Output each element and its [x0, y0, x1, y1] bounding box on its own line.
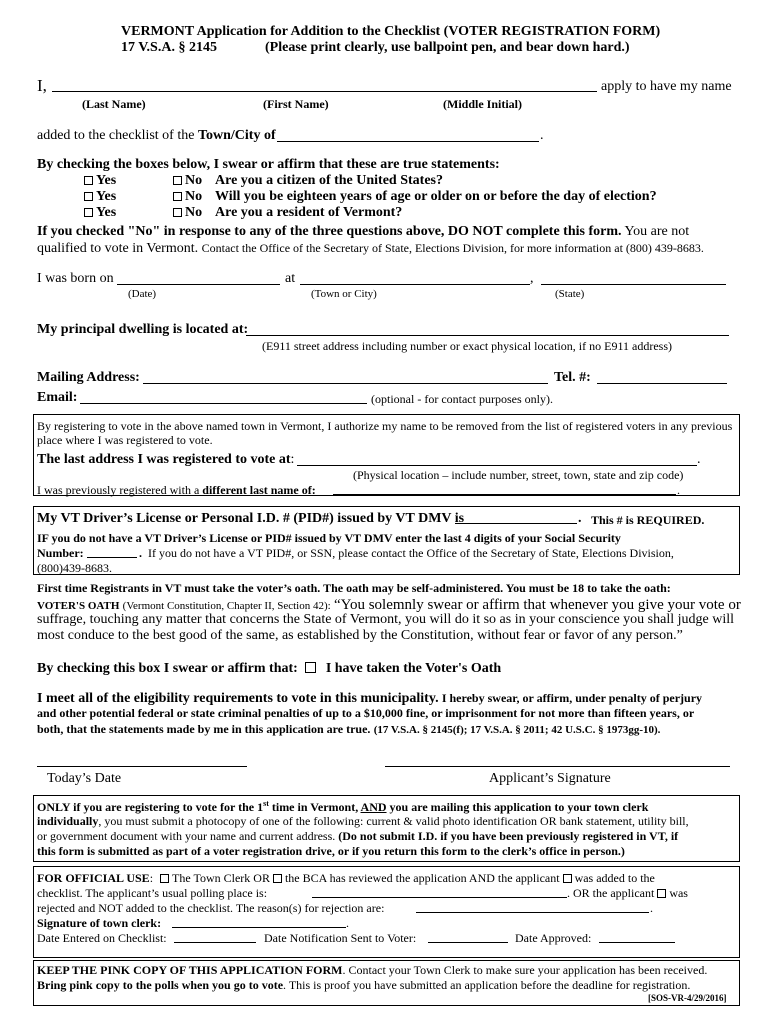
date-notification-field[interactable] [428, 942, 508, 943]
warning-line-2b: Contact the Office of the Secretary of State, Elections Division, for more information at (800) 439-8683. [201, 241, 704, 255]
checkbox-icon [173, 176, 182, 185]
mailing-label: Mailing Address: [37, 370, 140, 385]
eligibility-intro: By checking the boxes below, I swear or affirm that these are true statements: [37, 157, 500, 172]
born-on-label: I was born on [37, 271, 114, 286]
affirmation-line-3-text: both, that the statements made by me in this application are true. [37, 722, 371, 736]
notice-and: AND [360, 800, 387, 814]
was-text: was [669, 886, 688, 900]
warning-line-2a: qualified to vote in Vermont. [37, 241, 199, 256]
physical-location-note: (Physical location – include number, street, town, state and zip code) [353, 468, 684, 482]
bca-checkbox[interactable] [273, 874, 282, 883]
authorize-text: By registering to vote in the above named town in Vermont, I authorize my name to be removed from the list of registered voters in any previous place where I was registered to vote. [37, 419, 733, 448]
ssn-line-1: IF you do not have a VT Driver’s License or PID# issued by VT DMV enter the last 4 digits of your Social Security [37, 531, 621, 545]
dwelling-sublabel: (E911 street address including number or exact physical location, if no E911 address) [262, 339, 672, 353]
bring-bold: Bring pink copy to the polls when you go to vote [37, 978, 284, 992]
previous-name-period: . [677, 483, 680, 497]
ssn-field[interactable] [87, 557, 137, 558]
affirmation-line-3 [37, 721, 660, 737]
checkbox-icon [173, 192, 182, 201]
email-label: Email: [37, 390, 78, 405]
warning-line-2 [37, 241, 704, 258]
last-address-text [37, 452, 294, 469]
yes-label: Yes [96, 189, 117, 204]
date-notification-label: Date Notification Sent to Voter: [264, 931, 417, 945]
question-resident: Are you a resident of Vermont? [215, 205, 403, 220]
form-title: VERMONT Application for Addition to the Checklist (VOTER REGISTRATION FORM) [121, 24, 661, 39]
birth-comma: , [530, 271, 534, 286]
affirmation-cite: (17 V.S.A. § 2145(f); 17 V.S.A. § 2011; 42 U.S.C. § 1973gg-10). [373, 724, 661, 736]
notice-line-3b: (Do not submit I.D. if you have been previously registered in VT, if [338, 829, 679, 843]
last-address-field[interactable] [297, 465, 697, 466]
no-resident[interactable] [173, 205, 202, 222]
first-time-note: First time Registrants in VT must take the voter’s oath. The oath may be self-administered. You must be 18 to take the oath: [37, 581, 671, 595]
applicant-signature-field[interactable] [385, 766, 730, 767]
town-clerk-checkbox[interactable] [160, 874, 169, 883]
email-note: (optional - for contact purposes only). [371, 392, 553, 406]
official-label: FOR OFFICIAL USE [37, 871, 150, 885]
tel-field[interactable] [597, 383, 727, 384]
added-checkbox[interactable] [563, 874, 572, 883]
license-number-field[interactable] [455, 523, 577, 524]
oath-text-3: most conduce to the best good of the same, as established by the Constitution, without fear or favor of any person.” [37, 628, 683, 643]
oath-cite: (Vermont Constitution, Chapter II, Section 42): [122, 600, 331, 612]
oath-text-1: “You solemnly swear or affirm that whenever you give your vote or [333, 597, 741, 613]
mailing-notice-line-3 [37, 829, 678, 843]
no-citizen[interactable] [173, 173, 202, 190]
notice-individually: individually [37, 814, 99, 828]
no-label: No [185, 173, 203, 188]
no-label: No [185, 205, 203, 220]
yes-citizen[interactable] [84, 173, 116, 190]
town-label: Town/City of [197, 128, 276, 143]
yes-age[interactable] [84, 189, 116, 206]
town-prefix: added to the checklist of the [37, 128, 195, 143]
rejection-period: . [650, 901, 653, 915]
oath-checkbox[interactable] [305, 662, 316, 673]
license-period: . [578, 511, 582, 526]
i-prefix: I, [37, 76, 47, 95]
todays-date-label: Today’s Date [47, 771, 122, 786]
question-age: Will you be eighteen years of age or older on or before the day of election? [215, 189, 657, 204]
date-signature-field[interactable] [37, 766, 247, 767]
bring-rest: . This is proof you have submitted an application before the deadline for registration. [283, 978, 691, 992]
date-approved-field[interactable] [599, 942, 675, 943]
bca-text: the BCA has reviewed the application AND the applicant [284, 871, 560, 885]
mailing-notice-line-2 [37, 814, 689, 828]
ssn-number-label: Number: [37, 546, 84, 560]
form-id: [SOS-VR-4/29/2016] [648, 993, 727, 1003]
affirmation-lead: I meet all of the eligibility requirements to vote in this municipality. [37, 691, 439, 706]
date-label: (Date) [128, 288, 157, 300]
warning-bold: If you checked "No" in response to any of the three questions above, DO NOT complete this form. [37, 224, 622, 239]
no-label: No [185, 189, 203, 204]
official-line-2: checklist. The applicant’s usual polling place is: [37, 886, 268, 900]
checkbox-icon [173, 208, 182, 217]
or-applicant-text: . OR the applicant [567, 886, 655, 900]
mailing-notice-line-4: this form is submitted as part of a voter registration drive, or if you return this form to the clerk’s office in person.) [37, 844, 625, 858]
rejected-checkbox[interactable] [657, 889, 666, 898]
yes-resident[interactable] [84, 205, 116, 222]
license-required: This # is REQUIRED. [591, 513, 705, 527]
question-citizen: Are you a citizen of the United States? [215, 173, 443, 188]
state-label: (State) [555, 288, 585, 300]
notice-line-2-rest: , you must submit a photocopy of one of the following: current & valid photo identification OR bank statement, utility bill, [98, 814, 689, 828]
at-label: at [285, 271, 296, 286]
rejection-reason-field[interactable] [416, 912, 649, 913]
clerk-signature-label: Signature of town clerk: [37, 916, 162, 930]
applicant-signature-label: Applicant’s Signature [489, 771, 611, 786]
birth-town-label: (Town or City) [311, 288, 377, 300]
official-line-2b [567, 886, 688, 900]
notice-line-3a: or government document with your name and current address. [37, 829, 336, 843]
oath-checkbox-row [37, 661, 501, 678]
oath-checkbox-prefix: By checking this box I swear or affirm that: [37, 661, 298, 676]
no-age[interactable] [173, 189, 202, 206]
polling-place-field[interactable] [312, 897, 567, 898]
official-line-3: rejected and NOT added to the checklist. The reason(s) for rejection are: [37, 901, 385, 915]
last-address-period: . [697, 452, 701, 467]
oath-checkbox-label: I have taken the Voter's Oath [325, 661, 502, 676]
dwelling-field[interactable] [246, 335, 729, 336]
town-clerk-text: The Town Clerk OR [172, 871, 270, 885]
middle-initial-label: (Middle Initial) [443, 97, 523, 111]
dwelling-label: My principal dwelling is located at: [37, 322, 249, 337]
previous-name-b: different last name of: [202, 483, 316, 497]
footer-keep [37, 963, 707, 977]
yes-label: Yes [96, 173, 117, 188]
birth-town-field[interactable] [300, 284, 530, 285]
date-entered-label: Date Entered on Checklist: [37, 931, 167, 945]
elections-phone: (800)439-8683. [37, 561, 112, 575]
full-name-field[interactable] [52, 91, 597, 92]
notice-c: you are mailing this application to your town clerk [386, 800, 649, 814]
oath-label: VOTER'S OATH [37, 600, 120, 612]
affirmation-rest: I hereby swear, or affirm, under penalty of perjury [441, 691, 703, 705]
notice-comma: , [355, 800, 359, 814]
yes-label: Yes [96, 205, 117, 220]
town-field[interactable] [277, 141, 539, 142]
print-instructions: (Please print clearly, use ballpoint pen, and bear down hard.) [265, 40, 630, 55]
ssn-note: If you do not have a VT PID#, or SSN, please contact the Office of the Secretary of State, Elections Division, [148, 546, 674, 560]
keep-rest: . Contact your Town Clerk to make sure your application has been received. [342, 963, 708, 977]
official-colon: : [149, 871, 154, 885]
birth-state-field[interactable] [541, 284, 726, 285]
keep-bold: KEEP THE PINK COPY OF THIS APPLICATION FORM [37, 963, 343, 977]
town-period: . [540, 128, 544, 143]
warning-rest: You are not [624, 224, 690, 239]
previous-name-field[interactable] [333, 494, 676, 495]
last-address-label: The last address I was registered to vote at [37, 452, 291, 467]
warning-line-1 [37, 224, 689, 241]
last-name-label: (Last Name) [82, 97, 146, 111]
affirmation-line-2: and other potential federal or state criminal penalties of up to a $10,000 fine, or imprisonment for not more than fifteen years, or [37, 706, 695, 720]
checkbox-icon [84, 176, 93, 185]
date-entered-field[interactable] [174, 942, 256, 943]
clerk-signature-period: . [346, 916, 349, 930]
town-prefix-text [37, 128, 276, 145]
first-name-label: (First Name) [263, 97, 329, 111]
notice-a: ONLY if you are registering to vote for the 1 [37, 800, 264, 814]
statute-citation: 17 V.S.A. § 2145 [121, 40, 217, 55]
birth-date-field[interactable] [117, 284, 280, 285]
apply-text: apply to have my name [601, 79, 732, 94]
checkbox-icon [84, 192, 93, 201]
mailing-address-field[interactable] [143, 383, 548, 384]
previous-name-a: I was previously registered with a [37, 483, 200, 497]
notice-b: time in Vermont [268, 800, 356, 814]
license-label: My VT Driver’s License or Personal I.D. # (PID#) issued by VT DMV is [37, 511, 465, 526]
clerk-signature-field[interactable] [172, 927, 346, 928]
footer-bring [37, 978, 690, 992]
checkbox-icon [84, 208, 93, 217]
tel-label: Tel. #: [554, 370, 591, 385]
official-line-1 [37, 871, 655, 885]
last-address-colon: : [290, 452, 295, 467]
previous-name-text [37, 483, 316, 497]
was-added-text: was added to the [574, 871, 655, 885]
oath-text-2: suffrage, touching any matter that concerns the State of Vermont, you will do it so as in your conscience you shall judge will [37, 612, 734, 627]
date-approved-label: Date Approved: [515, 931, 592, 945]
notice-sup: st [263, 799, 269, 808]
email-field[interactable] [80, 403, 367, 404]
mailing-notice-line-1 [37, 799, 648, 814]
ssn-period: . [139, 546, 142, 560]
